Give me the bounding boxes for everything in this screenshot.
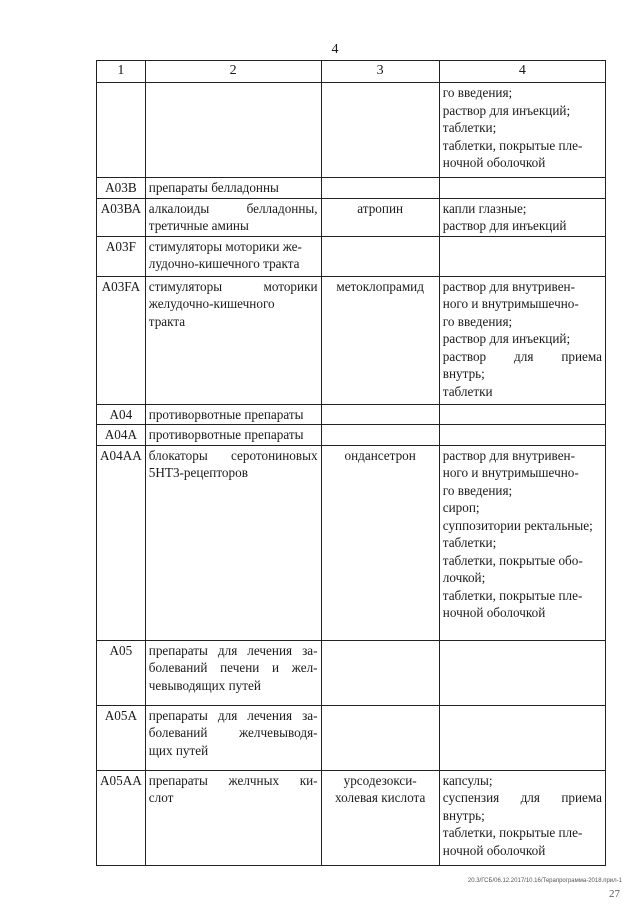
group-name-cell	[145, 445, 321, 640]
table-row	[97, 236, 606, 276]
drug-table	[96, 60, 606, 866]
substance-cell	[321, 236, 439, 276]
cell-line: противорвотные препараты	[148, 406, 304, 422]
cell-line: слот	[148, 790, 174, 805]
group-name-cell	[145, 83, 321, 178]
atc-code-cell: А03F	[97, 236, 146, 276]
corner-number: 27	[609, 888, 620, 900]
cell-line: капли глазные;	[442, 200, 527, 216]
dosage-forms-cell	[439, 445, 605, 640]
cell-line: таблетки, покрытые пле-	[442, 587, 583, 603]
substance-cell	[321, 770, 439, 865]
substance-cell	[321, 640, 439, 705]
cell-line: го введения;	[442, 313, 513, 329]
cell-line: раствор для инъекций	[442, 218, 567, 233]
cell-line: препараты для лечения за-	[148, 642, 318, 658]
cell-line: раствор для приема	[442, 348, 602, 364]
cell-line: таблетки;	[442, 120, 497, 135]
cell-line: чевыводящих путей	[148, 677, 261, 693]
cell-line: го введения;	[442, 482, 513, 498]
cell-line: раствор для внутривен-	[442, 447, 576, 463]
group-name-cell	[145, 404, 321, 425]
atc-code-cell: А05А	[97, 705, 146, 770]
atc-code-cell: А05	[97, 640, 146, 705]
table-row	[97, 404, 606, 425]
table-row	[97, 705, 606, 770]
cell-line: третичные амины	[148, 218, 249, 233]
atc-code-cell: А03FA	[97, 276, 146, 404]
group-name-cell	[145, 640, 321, 705]
dosage-forms-cell	[439, 178, 605, 199]
table-row	[97, 276, 606, 404]
group-name-cell	[145, 705, 321, 770]
substance-cell	[321, 276, 439, 404]
group-name-cell	[145, 425, 321, 446]
cell-line: лудочно-кишечного тракта	[148, 256, 300, 271]
cell-line: ночной оболочкой	[442, 842, 546, 858]
cell-line: раствор для инъекций;	[442, 331, 571, 346]
cell-line: тракта	[148, 313, 186, 329]
cell-line: го введения;	[442, 85, 513, 100]
atc-code-cell: А04АА	[97, 445, 146, 640]
cell-line: внутрь;	[442, 366, 485, 381]
dosage-forms-cell	[439, 425, 605, 446]
table-row	[97, 83, 606, 178]
dosage-forms-cell	[439, 404, 605, 425]
cell-line: таблетки, покрытые обо-	[442, 552, 583, 568]
table-row	[97, 425, 606, 446]
cell-line: таблетки, покрытые пле-	[442, 137, 583, 153]
group-name-cell	[145, 198, 321, 236]
cell-line: суппозитории ректальные;	[442, 517, 593, 533]
cell-line: раствор для внутривен-	[442, 278, 576, 294]
cell-line: таблетки, покрытые пле-	[442, 825, 583, 840]
cell-line: болеваний желчевыводя-	[148, 725, 318, 740]
table-row	[97, 198, 606, 236]
cell-line: таблетки;	[442, 535, 497, 550]
cell-line: урсодезокси-	[343, 772, 417, 788]
cell-line: стимуляторы моторики же-	[148, 238, 302, 254]
header-col-1: 1	[97, 61, 146, 83]
cell-line: раствор для инъекций;	[442, 102, 571, 118]
cell-line: блокаторы серотониновых	[148, 447, 318, 463]
atc-code-cell: А04	[97, 404, 146, 425]
cell-line: противорвотные препараты	[148, 427, 304, 442]
substance-cell	[321, 425, 439, 446]
cell-line: щих путей	[148, 742, 209, 758]
cell-line: желудочно-кишечного	[148, 296, 275, 311]
header-col-3: 3	[321, 61, 439, 83]
cell-line: сироп;	[442, 500, 480, 515]
atc-code-cell: А04А	[97, 425, 146, 446]
cell-line: внутрь;	[442, 807, 485, 823]
header-col-4: 4	[439, 61, 605, 83]
header-col-2: 2	[145, 61, 321, 83]
table-row	[97, 640, 606, 705]
substance-cell	[321, 83, 439, 178]
dosage-forms-cell	[439, 198, 605, 236]
substance-cell	[321, 445, 439, 640]
group-name-cell	[145, 178, 321, 199]
cell-line: ночной оболочкой	[442, 155, 546, 170]
cell-line: 5НТ3-рецепторов	[148, 465, 248, 480]
substance-cell	[321, 198, 439, 236]
cell-line: ночной оболочкой	[442, 605, 546, 620]
page-number: 4	[331, 42, 339, 57]
substance-cell	[321, 705, 439, 770]
cell-line: ондансетрон	[344, 447, 416, 463]
atc-code-cell: А05АА	[97, 770, 146, 865]
dosage-forms-cell	[439, 83, 605, 178]
cell-line: лочкой;	[442, 570, 486, 585]
dosage-forms-cell	[439, 640, 605, 705]
cell-line: болеваний печени и жел-	[148, 660, 318, 675]
table-row	[97, 178, 606, 199]
cell-line: капсулы;	[442, 772, 493, 788]
cell-line: суспензия для приема	[442, 790, 602, 805]
cell-line: таблетки	[442, 383, 493, 399]
substance-cell	[321, 178, 439, 199]
cell-line: ного и внутримышечно-	[442, 465, 579, 480]
cell-line: препараты белладонны	[148, 180, 279, 195]
group-name-cell	[145, 276, 321, 404]
cell-line: ного и внутримышечно-	[442, 296, 579, 311]
dosage-forms-cell	[439, 770, 605, 865]
table-header-row	[97, 61, 606, 83]
atc-code-cell	[97, 83, 146, 178]
dosage-forms-cell	[439, 705, 605, 770]
cell-line: метоклопрамид	[336, 278, 424, 294]
substance-cell	[321, 404, 439, 425]
dosage-forms-cell	[439, 236, 605, 276]
dosage-forms-cell	[439, 276, 605, 404]
group-name-cell	[145, 236, 321, 276]
atc-code-cell: А03ВА	[97, 198, 146, 236]
cell-line: стимуляторы моторики	[148, 278, 318, 294]
document-footer: 20.3/ГСБ/06.12.2017/10.16/Терапрограмма-2018.прил-1	[467, 878, 622, 884]
cell-line: алкалоиды белладонны,	[148, 200, 318, 216]
group-name-cell	[145, 770, 321, 865]
table-row	[97, 445, 606, 640]
table-row	[97, 770, 606, 865]
atc-code-cell: А03В	[97, 178, 146, 199]
cell-line: холевая кислота	[335, 790, 426, 805]
cell-line: препараты для лечения за-	[148, 707, 318, 723]
cell-line: атропин	[357, 200, 404, 216]
cell-line: препараты желчных ки-	[148, 772, 318, 788]
